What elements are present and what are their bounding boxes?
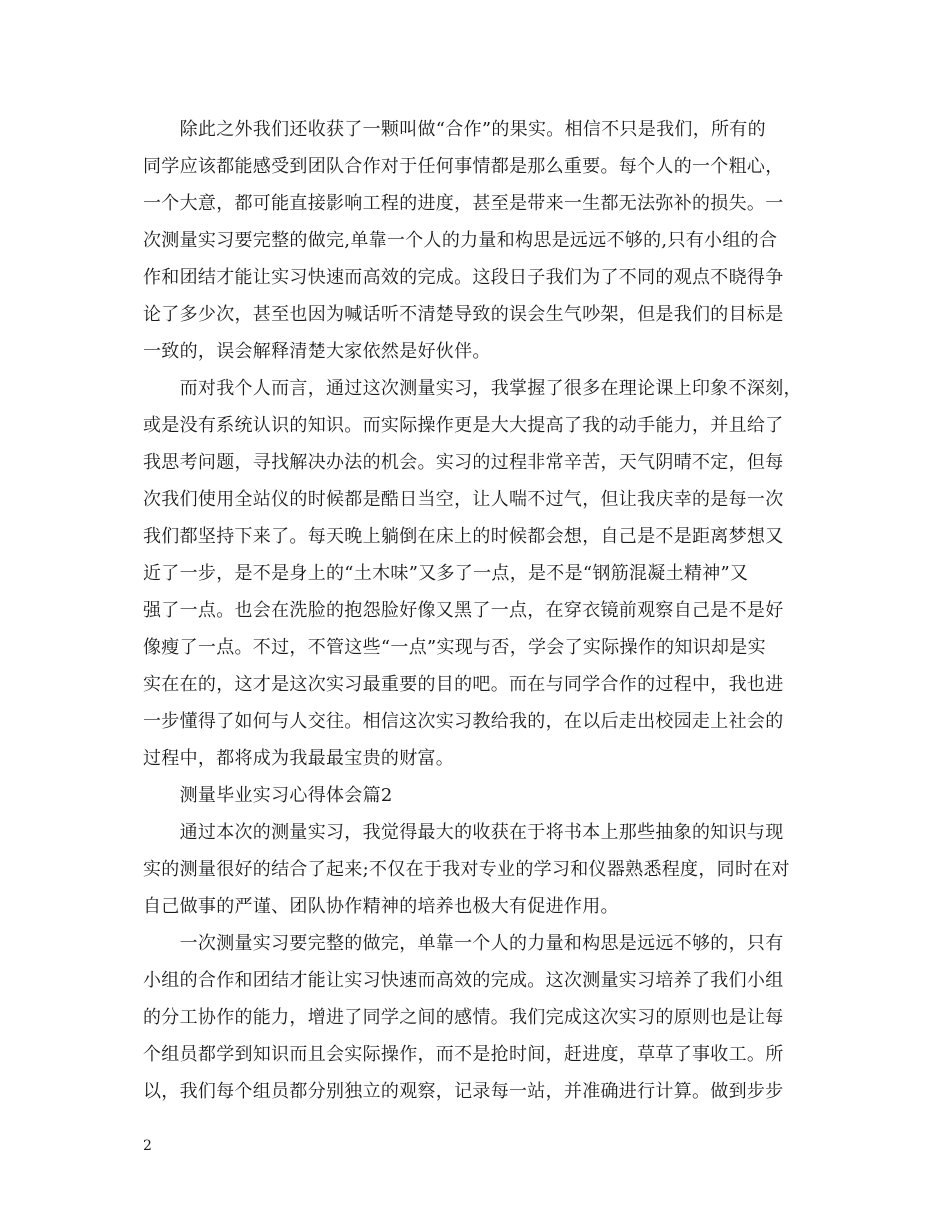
text-line: 近了一步，是不是身上的“土木味”又多了一点，是不是“钢筋混凝土精神”又 <box>143 563 749 584</box>
text-line: 论了多少次，甚至也因为喊话听不清楚导致的误会生气吵架，但是我们的目标是 <box>143 304 784 325</box>
text-line: 实的测量很好的结合了起来;不仅在于我对专业的学习和仪器熟悉程度，同时在对 <box>143 859 790 880</box>
text-line: 次我们使用全站仪的时候都是酷日当空，让人喘不过气，但让我庆幸的是每一次 <box>143 489 784 510</box>
section-heading: 测量毕业实习心得体会篇2 <box>143 785 393 806</box>
text-line: 像瘦了一点。不过，不管这些“一点”实现与否，学会了实际操作的知识却是实 <box>143 637 766 658</box>
text-line: 通过本次的测量实习，我觉得最大的收获在于将书本上那些抽象的知识与现 <box>143 822 784 843</box>
text-line: 实在在的，这才是这次实习最重要的目的吧。而在与同学合作的过程中，我也进 <box>143 674 784 695</box>
text-line: 以，我们每个组员都分别独立的观察，记录每一站，并准确进行计算。做到步步 <box>143 1081 784 1102</box>
text-line: 我思考问题，寻找解决办法的机会。实习的过程非常辛苦，天气阴晴不定，但每 <box>143 452 784 473</box>
text-line: 一致的，误会解释清楚大家依然是好伙伴。 <box>143 341 491 362</box>
text-line: 强了一点。也会在洗脸的抱怨脸好像又黑了一点，在穿衣镜前观察自己是不是好 <box>143 600 784 621</box>
text-line: 而对我个人而言，通过这次测量实习，我掌握了很多在理论课上印象不深刻， <box>143 378 802 399</box>
text-line: 次测量实习要完整的做完,单靠一个人的力量和构思是远远不够的,只有小组的合 <box>143 230 778 251</box>
page-number: 2 <box>143 1138 152 1154</box>
text-line: 一个大意，都可能直接影响工程的进度，甚至是带来一生都无法弥补的损失。一 <box>143 193 784 214</box>
text-line: 小组的合作和团结才能让实习快速而高效的完成。这次测量实习培养了我们小组 <box>143 970 784 991</box>
text-line: 我们都坚持下来了。每天晚上躺倒在床上的时候都会想，自己是不是距离梦想又 <box>143 526 784 547</box>
text-line: 或是没有系统认识的知识。而实际操作更是大大提高了我的动手能力，并且给了 <box>143 415 784 436</box>
text-line: 除此之外我们还收获了一颗叫做“合作”的果实。相信不只是我们，所有的 <box>143 119 766 140</box>
text-line: 一次测量实习要完整的做完，单靠一个人的力量和构思是远远不够的，只有 <box>143 933 784 954</box>
text-line: 一步懂得了如何与人交往。相信这次实习教给我的，在以后走出校园走上社会的 <box>143 711 784 732</box>
text-line: 自己做事的严谨、团队协作精神的培养也极大有促进作用。 <box>143 896 619 917</box>
text-line: 作和团结才能让实习快速而高效的完成。这段日子我们为了不同的观点不晓得争 <box>143 267 784 288</box>
text-line: 过程中，都将成为我最最宝贵的财富。 <box>143 748 455 769</box>
text-line: 个组员都学到知识而且会实际操作，而不是抢时间，赶进度，草草了事收工。所 <box>143 1044 784 1065</box>
text-line: 的分工协作的能力，增进了同学之间的感情。我们完成这次实习的原则也是让每 <box>143 1007 784 1028</box>
text-line: 同学应该都能感受到团队合作对于任何事情都是那么重要。每个人的一个粗心， <box>143 156 784 177</box>
